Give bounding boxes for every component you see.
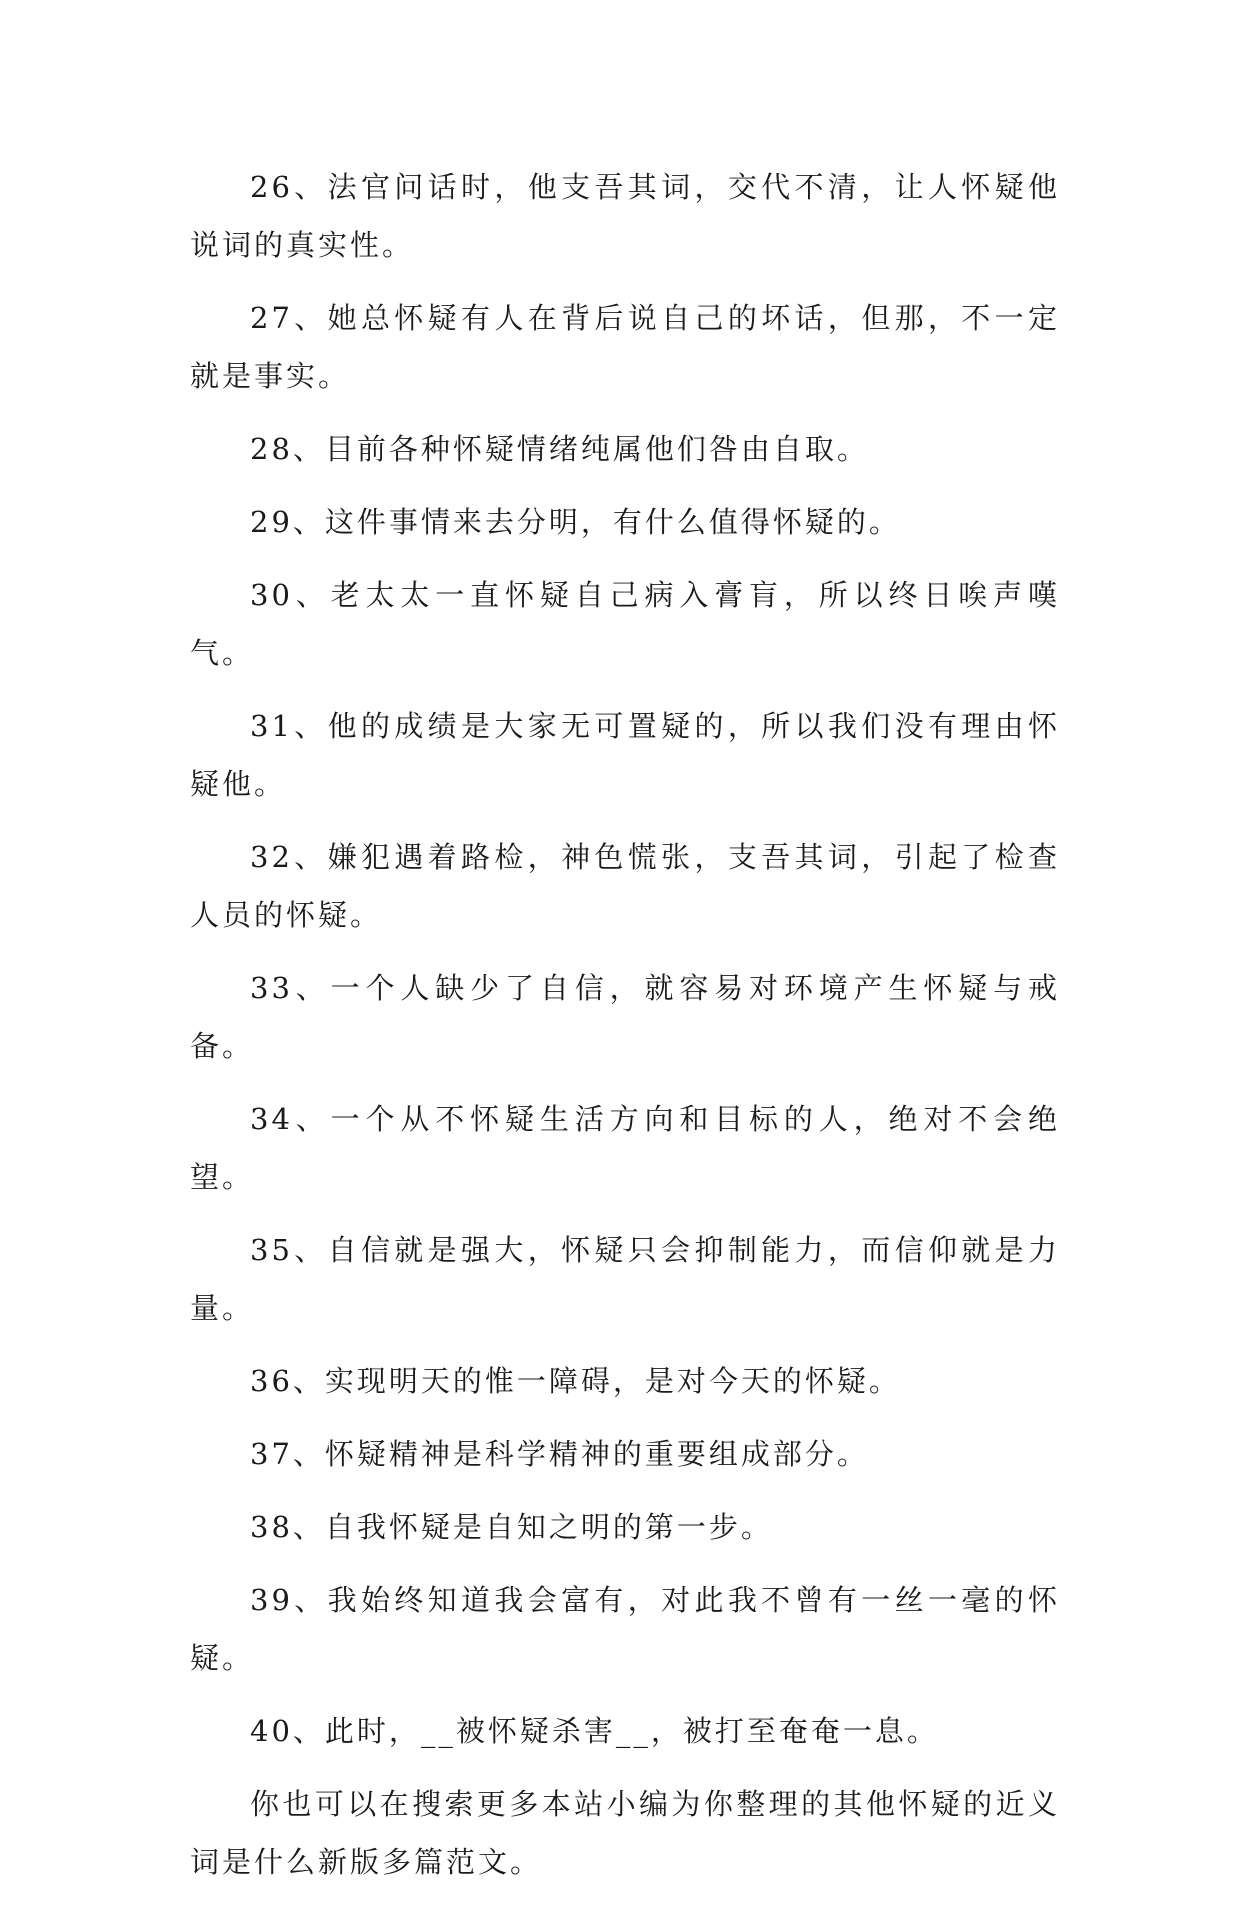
paragraph-28: 28、目前各种怀疑情绪纯属他们咎由自取。 xyxy=(250,432,869,466)
paragraph-32: 32、嫌犯遇着路检，神色慌张，支吾其词，引起了检查人员的怀疑。 xyxy=(190,840,1060,932)
paragraph-36: 36、实现明天的惟一障碍，是对今天的怀疑。 xyxy=(250,1364,901,1398)
paragraph-40: 40、此时，__被怀疑杀害__，被打至奄奄一息。 xyxy=(250,1714,939,1748)
paragraph-26: 26、法官问话时，他支吾其词，交代不清，让人怀疑他说词的真实性。 xyxy=(190,170,1060,262)
paragraph-29: 29、这件事情来去分明，有什么值得怀疑的。 xyxy=(250,505,901,539)
paragraph-30: 30、老太太一直怀疑自己病入膏肓，所以终日唉声嘆气。 xyxy=(190,578,1060,670)
paragraph-35: 35、自信就是强大，怀疑只会抑制能力，而信仰就是力量。 xyxy=(190,1233,1060,1325)
paragraph-39: 39、我始终知道我会富有，对此我不曾有一丝一毫的怀疑。 xyxy=(190,1583,1060,1675)
paragraph-34: 34、一个从不怀疑生活方向和目标的人，绝对不会绝望。 xyxy=(190,1102,1060,1194)
closing-note: 你也可以在搜索更多本站小编为你整理的其他怀疑的近义词是什么新版多篇范文。 xyxy=(190,1787,1060,1879)
paragraph-31: 31、他的成绩是大家无可置疑的，所以我们没有理由怀疑他。 xyxy=(190,709,1060,801)
paragraph-37: 37、怀疑精神是科学精神的重要组成部分。 xyxy=(250,1437,869,1471)
paragraph-33: 33、一个人缺少了自信，就容易对环境产生怀疑与戒备。 xyxy=(190,971,1060,1063)
paragraph-38: 38、自我怀疑是自知之明的第一步。 xyxy=(250,1510,773,1544)
document-body xyxy=(190,158,1060,1906)
paragraph-27: 27、她总怀疑有人在背后说自己的坏话，但那，不一定就是事实。 xyxy=(190,301,1060,393)
